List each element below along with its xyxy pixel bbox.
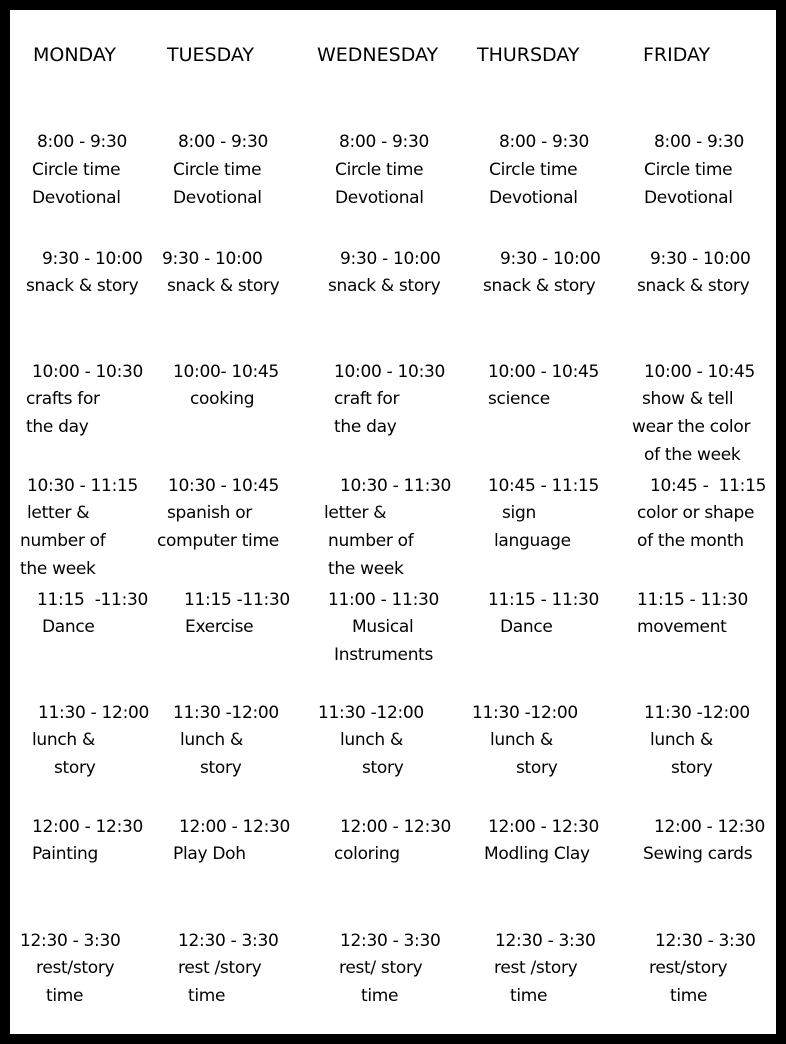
time-slot: 8:00 - 9:30 xyxy=(178,132,268,152)
activity: crafts for xyxy=(26,389,100,409)
activity: story xyxy=(671,758,713,778)
activity: rest/story xyxy=(649,958,728,978)
time-slot: 10:00 - 10:45 xyxy=(644,362,756,382)
time-slot: 9:30 - 10:00 xyxy=(340,249,441,269)
time-slot: 11:15 -11:30 xyxy=(37,590,149,610)
activity: cooking xyxy=(190,389,255,409)
day-header-monday: MONDAY xyxy=(33,44,116,66)
activity: number of xyxy=(328,531,414,551)
activity: show & tell xyxy=(642,389,734,409)
activity: the week xyxy=(20,559,96,579)
activity: rest/story xyxy=(36,958,115,978)
activity: craft for xyxy=(334,389,400,409)
activity: number of xyxy=(20,531,106,551)
time-slot: 11:30 - 12:00 xyxy=(38,703,150,723)
activity: the day xyxy=(26,417,89,437)
activity: lunch & xyxy=(180,730,243,750)
time-slot: 11:00 - 11:30 xyxy=(328,590,440,610)
time-slot: 12:00 - 12:30 xyxy=(32,817,144,837)
time-slot: 12:30 - 3:30 xyxy=(20,931,121,951)
activity: snack & story xyxy=(483,276,596,296)
activity: Devotional xyxy=(335,188,424,208)
activity: lunch & xyxy=(490,730,553,750)
time-slot: 8:00 - 9:30 xyxy=(654,132,744,152)
activity: Dance xyxy=(500,617,553,637)
activity: Devotional xyxy=(489,188,578,208)
time-slot: 11:30 -12:00 xyxy=(173,703,279,723)
activity: language xyxy=(494,531,571,551)
activity: time xyxy=(510,986,548,1006)
activity: lunch & xyxy=(32,730,95,750)
activity: the week xyxy=(328,559,404,579)
time-slot: 12:30 - 3:30 xyxy=(495,931,596,951)
time-slot: 9:30 - 10:00 xyxy=(42,249,143,269)
activity: rest/ story xyxy=(339,958,423,978)
activity: Circle time xyxy=(173,160,262,180)
time-slot: 12:00 - 12:30 xyxy=(179,817,291,837)
activity: Circle time xyxy=(32,160,121,180)
time-slot: 8:00 - 9:30 xyxy=(499,132,589,152)
activity: Painting xyxy=(32,844,98,864)
activity: story xyxy=(200,758,242,778)
activity: coloring xyxy=(334,844,400,864)
activity: wear the color xyxy=(632,417,751,437)
time-slot: 12:30 - 3:30 xyxy=(655,931,756,951)
activity: science xyxy=(488,389,550,409)
time-slot: 10:30 - 11:15 xyxy=(27,476,139,496)
time-slot: 9:30 - 10:00 xyxy=(650,249,751,269)
time-slot: 9:30 - 10:00 xyxy=(162,249,263,269)
activity: sign xyxy=(502,503,536,523)
time-slot: 12:00 - 12:30 xyxy=(340,817,452,837)
activity: story xyxy=(54,758,96,778)
activity: snack & story xyxy=(328,276,441,296)
time-slot: 12:30 - 3:30 xyxy=(178,931,279,951)
activity: story xyxy=(362,758,404,778)
activity: movement xyxy=(637,617,727,637)
activity: Play Doh xyxy=(173,844,246,864)
time-slot: 9:30 - 10:00 xyxy=(500,249,601,269)
schedule-page xyxy=(10,10,776,1034)
time-slot: 12:00 - 12:30 xyxy=(488,817,600,837)
time-slot: 11:15 -11:30 xyxy=(184,590,290,610)
time-slot: 11:30 -12:00 xyxy=(318,703,424,723)
time-slot: 11:15 - 11:30 xyxy=(637,590,749,610)
activity: Circle time xyxy=(489,160,578,180)
time-slot: 10:45 - 11:15 xyxy=(488,476,600,496)
time-slot: 10:00 - 10:30 xyxy=(334,362,446,382)
activity: computer time xyxy=(157,531,279,551)
time-slot: 12:30 - 3:30 xyxy=(340,931,441,951)
activity: the day xyxy=(334,417,397,437)
activity: color or shape xyxy=(637,503,755,523)
activity: Instruments xyxy=(334,645,434,665)
activity: snack & story xyxy=(637,276,750,296)
activity: snack & story xyxy=(167,276,280,296)
activity: Circle time xyxy=(335,160,424,180)
day-header-tuesday: TUESDAY xyxy=(167,44,255,66)
activity: snack & story xyxy=(26,276,139,296)
activity: rest /story xyxy=(178,958,262,978)
activity: Circle time xyxy=(644,160,733,180)
activity: Sewing cards xyxy=(643,844,753,864)
time-slot: 10:30 - 10:45 xyxy=(168,476,280,496)
time-slot: 10:30 - 11:30 xyxy=(340,476,452,496)
day-header-thursday: THURSDAY xyxy=(477,44,580,66)
time-slot: 12:00 - 12:30 xyxy=(654,817,766,837)
activity: Modling Clay xyxy=(484,844,590,864)
activity: Devotional xyxy=(173,188,262,208)
time-slot: 10:45 - 11:15 xyxy=(650,476,767,496)
activity: spanish or xyxy=(167,503,252,523)
time-slot: 8:00 - 9:30 xyxy=(37,132,127,152)
time-slot: 10:00 - 10:30 xyxy=(32,362,144,382)
activity: time xyxy=(46,986,84,1006)
activity: rest /story xyxy=(494,958,578,978)
activity: of the month xyxy=(637,531,744,551)
activity: letter & xyxy=(324,503,387,523)
activity: story xyxy=(516,758,558,778)
time-slot: 11:15 - 11:30 xyxy=(488,590,600,610)
activity: Devotional xyxy=(32,188,121,208)
activity: time xyxy=(188,986,226,1006)
time-slot: 10:00 - 10:45 xyxy=(488,362,600,382)
activity: lunch & xyxy=(340,730,403,750)
time-slot: 10:00- 10:45 xyxy=(173,362,279,382)
activity: lunch & xyxy=(650,730,713,750)
day-header-friday: FRIDAY xyxy=(643,44,711,66)
activity: Devotional xyxy=(644,188,733,208)
activity: letter & xyxy=(27,503,90,523)
time-slot: 8:00 - 9:30 xyxy=(339,132,429,152)
activity: Dance xyxy=(42,617,95,637)
activity: time xyxy=(670,986,708,1006)
activity: time xyxy=(361,986,399,1006)
activity: of the week xyxy=(644,445,741,465)
time-slot: 11:30 -12:00 xyxy=(644,703,750,723)
activity: Musical xyxy=(352,617,414,637)
time-slot: 11:30 -12:00 xyxy=(472,703,578,723)
day-header-wednesday: WEDNESDAY xyxy=(317,44,439,66)
activity: Exercise xyxy=(185,617,254,637)
